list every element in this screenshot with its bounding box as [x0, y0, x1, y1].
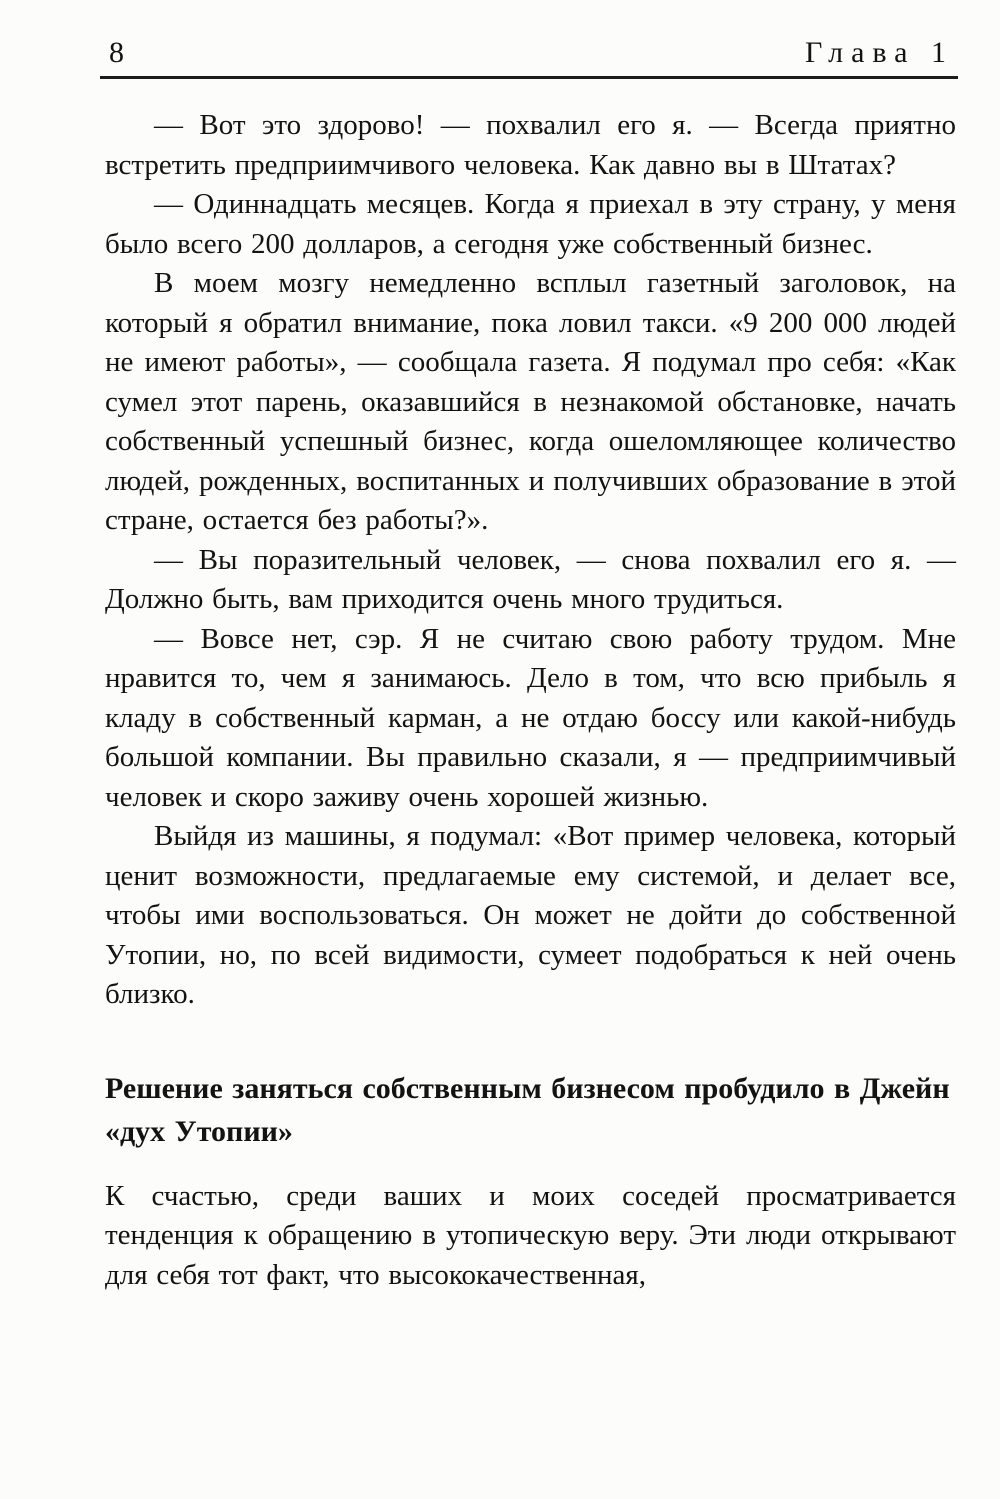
header-rule [100, 76, 958, 79]
section-heading: Решение заняться собственным бизнесом пробудило в Джейн «дух Утопии» [105, 1071, 950, 1148]
paragraph: — Вот это здорово! — похвалил его я. — Всегда приятно встретить предприимчивого человека. Как давно вы в Штатах? [105, 109, 956, 181]
paragraph: Выйдя из машины, я подумал: «Вот пример человека, который ценит возможности, предлагаемые ему системой, и делает все, чтобы ими воспользоваться. Он может не дойти до собственной Утопии, но, по всей видимости, сумеет подобраться к ней очень близко. [105, 820, 956, 1010]
chapter-title: Глава 1 [805, 36, 954, 69]
paragraph: — Вовсе нет, сэр. Я не считаю свою работу трудом. Мне нравится то, чем я занимаюсь. Дело в том, что всю прибыль я кладу в собственный карман, а не отдаю боссу или какой-нибудь большой компании. Вы правильно сказали, я — предприимчивый человек и скоро заживу очень хорошей жизнью. [105, 622, 956, 813]
page-header [105, 36, 956, 76]
paragraph: — Одиннадцать месяцев. Когда я приехал в эту страну, у меня было всего 200 долларов, а сегодня уже собственный бизнес. [105, 188, 956, 260]
page-body [105, 106, 956, 1295]
paragraph: — Вы поразительный человек, — снова похвалил его я. — Должно быть, вам приходится очень много трудиться. [105, 543, 956, 615]
page-number: 8 [109, 36, 124, 69]
paragraph: К счастью, среди ваших и моих соседей просматривается тенденция к обращению в утопическую веру. Эти люди открывают для себя тот факт, что высококачественная, [105, 1179, 956, 1291]
paragraph: В моем мозгу немедленно всплыл газетный заголовок, на который я обратил внимание, пока ловил такси. «9 200 000 людей не имеют работы», — сообщала газета. Я подумал про себя: «Как сумел этот парень, оказавшийся в незнакомой обстановке, начать собственный успешный бизнес, когда ошеломляющее количество людей, рожденных, воспитанных и получивших образование в этой стране, остается без работы?». [105, 267, 956, 536]
